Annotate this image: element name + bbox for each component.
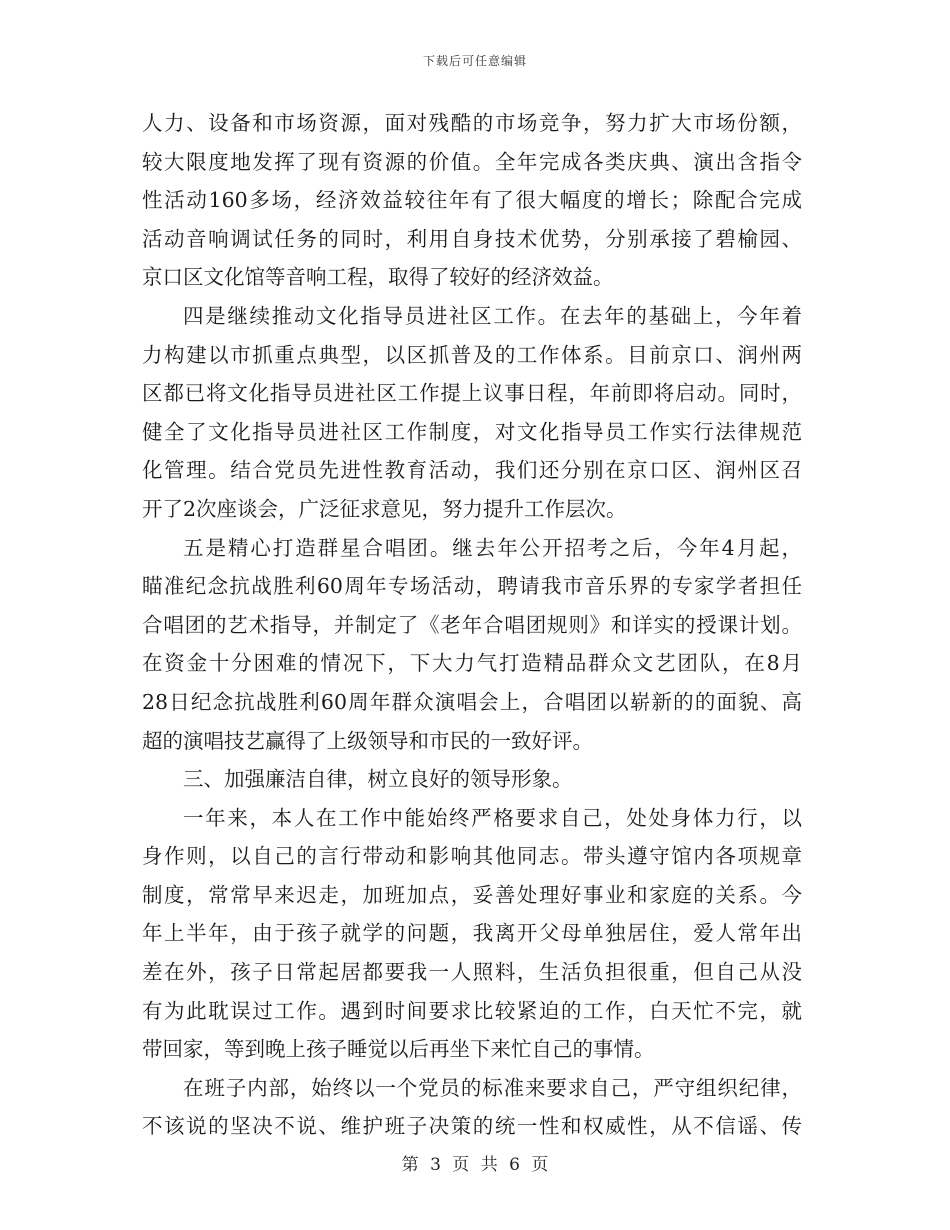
text-line: 活动音响调试任务的同时，利用自身技术优势，分别承接了碧榆园、 bbox=[142, 226, 802, 251]
text-line: 力构建以市抓重点典型，以区抓普及的工作体系。目前京口、润州两 bbox=[142, 342, 802, 367]
text-line: 区都已将文化指导员进社区工作提上议事日程，年前即将启动。同时， bbox=[142, 381, 802, 406]
text-line: 在班子内部，始终以一个党员的标准来要求自己，严守组织纪律， bbox=[183, 1075, 802, 1100]
paragraph bbox=[142, 297, 802, 529]
text-line: 开了2次座谈会，广泛征求意见，努力提升工作层次。 bbox=[142, 496, 627, 521]
text-line: 性活动160多场，经济效益较往年有了很大幅度的增长；除配合完成 bbox=[142, 188, 802, 213]
text-line: 合唱团的艺术指导，并制定了《老年合唱团规则》和详实的授课计划。 bbox=[142, 612, 802, 637]
text-line: 人力、设备和市场资源，面对残酷的市场竞争，努力扩大市场份额， bbox=[142, 111, 802, 135]
paragraph bbox=[142, 799, 802, 1069]
text-line: 在资金十分困难的情况下，下大力气打造精品群众文艺团队，在8月 bbox=[142, 651, 802, 676]
text-line: 差在外，孩子日常起居都要我一人照料，生活负担很重，但自己从没 bbox=[142, 960, 802, 985]
text-line: 有为此耽误过工作。遇到时间要求比较紧迫的工作，白天忙不完，就 bbox=[142, 998, 802, 1023]
text-line: 一年来，本人在工作中能始终严格要求自己，处处身体力行，以 bbox=[183, 805, 802, 830]
text-line: 化管理。结合党员先进性教育活动，我们还分别在京口区、润州区召 bbox=[142, 458, 802, 483]
text-line: 不该说的坚决不说、维护班子决策的统一性和权威性，从不信谣、传 bbox=[142, 1114, 802, 1139]
text-line: 身作则，以自己的言行带动和影响其他同志。带头遵守馆内各项规章 bbox=[142, 844, 802, 869]
text-line: 较大限度地发挥了现有资源的价值。全年完成各类庆典、演出含指令 bbox=[142, 149, 802, 174]
text-line: 四是继续推动文化指导员进社区工作。在去年的基础上，今年着 bbox=[183, 303, 802, 328]
text-line: 五是精心打造群星合唱团。继去年公开招考之后，今年4月起， bbox=[183, 535, 802, 560]
page-header: 下载后可任意编辑 bbox=[422, 54, 527, 68]
text-line: 超的演唱技艺赢得了上级领导和市民的一致好评。 bbox=[142, 728, 593, 753]
section-heading bbox=[142, 760, 802, 799]
text-line: 三、加强廉洁自律，树立良好的领导形象。 bbox=[183, 767, 573, 792]
paragraph bbox=[142, 529, 802, 761]
paragraph bbox=[142, 104, 802, 297]
paragraph bbox=[142, 1069, 802, 1146]
text-line: 带回家，等到晚上孩子睡觉以后再坐下来忙自己的事情。 bbox=[142, 1037, 655, 1062]
text-line: 制度，常常早来迟走，加班加点，妥善处理好事业和家庭的关系。今 bbox=[142, 882, 802, 907]
text-line: 健全了文化指导员进社区工作制度，对文化指导员工作实行法律规范 bbox=[142, 419, 802, 444]
page-footer: 第 3 页 共 6 页 bbox=[401, 1155, 549, 1175]
document-body bbox=[142, 104, 802, 1146]
text-line: 京口区文化馆等音响工程，取得了较好的经济效益。 bbox=[142, 265, 614, 290]
text-line: 年上半年，由于孩子就学的问题，我离开父母单独居住，爱人常年出 bbox=[142, 921, 802, 946]
text-line: 瞄准纪念抗战胜利60周年专场活动，聘请我市音乐界的专家学者担任 bbox=[142, 574, 802, 599]
text-line: 28日纪念抗战胜利60周年群众演唱会上，合唱团以崭新的的面貌、高 bbox=[142, 689, 802, 714]
